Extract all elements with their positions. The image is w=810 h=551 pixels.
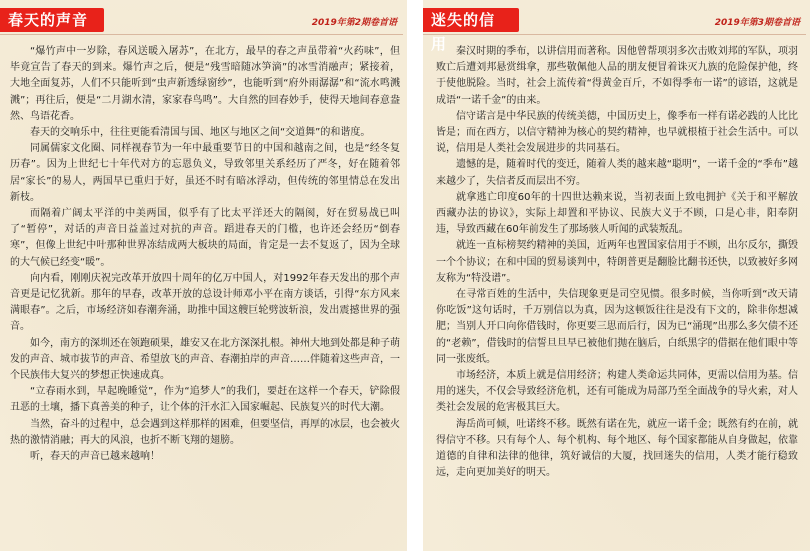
paragraph: “立春雨水到，早起晚睡觉”，作为“追梦人”的我们，要赶在这样一个春天，铲除假丑恶的土壤，播下真善美的种子，让个体的汗水汇入国家崛起、民族复兴的时代大潮。 xyxy=(10,386,400,414)
right-page xyxy=(423,0,810,551)
paragraph: 在寻常百姓的生活中，失信现象更是司空见惯。很多时候，当你听到“改天请你吃饭”这句话时，千万别信以为真，因为这顿饭往往是没有下文的，除非你想减肥；当别人开口向你借钱时，你更要三思而后行，因为已“涌现”出那么多欠债不还的“老赖”，借钱时的信誓旦旦早已被他们抛在脑后，白纸黑字的借据在他们眼中等同一张废纸。 xyxy=(436,289,798,365)
issue-label: 2019年第3期卷首语 xyxy=(714,18,800,28)
article-title: 迷失的信用 xyxy=(423,8,519,32)
paragraph: 同属儒家文化圈、同样视春节为一年中最重要节日的中国和越南之间，也是“经冬复历春”。因为上世纪七十年代对方的忘恩负义，导致邻里关系经历了严冬，好在随着邻居“家长”的易人，两国早已重归于好，虽还不时有暗冰浮动，但传统的邻里情总在发出新枝。 xyxy=(10,143,400,203)
paragraph: 就连一直标榜契约精神的美国，近两年也置国家信用于不顾，出尔反尔，撕毁一个个协议；在和中国的贸易谈判中，特朗普更是翻脸比翻书还快，以致被好多网友称为“特没谱”。 xyxy=(436,240,798,284)
paragraph: 市场经济，本质上就是信用经济；构建人类命运共同体，更需以信用为基。信用的迷失，不仅会导致经济危机，还有可能成为局部乃至全面战争的导火索，对人类社会发展的危害极其巨大。 xyxy=(436,370,798,414)
article-body xyxy=(10,44,400,465)
paragraph: “爆竹声中一岁除，春风送暖入屠苏”，在北方，最早的春之声虽带着“火药味”，但毕竟宣告了春天的到来。爆竹声之后，便是“残雪暗随冰笋滴”的冰雪消融声；紧接着，大地全面复苏，人们不只能听到“虫声新透绿窗纱”，也能听到“府外雨潺潺”和“流水鸣溅溅”；再往后，便是“二月湖水清，家家春鸟鸣”。大自然的回春妙手，使得天地间春意盎然、鸟语花香。 xyxy=(10,46,400,122)
paragraph: 而隔着广阔太平洋的中美两国，似乎有了比太平洋还大的隔阂，好在贸易战已叫了“暂停”，对话的声音日益盖过对抗的声音。蹈进春天的门槛，也许还会经历“倒春寒”，但像上世纪中叶那种世界冻结成两大板块的局面，肯定是一去不复返了，因为全球的大气候已经变“暖”。 xyxy=(10,208,400,268)
paragraph: 就拿逃亡印度60年的十四世达赖来说，当初表面上致电拥护《关于和平解放西藏办法的协议》，实际上却置和平协议、民族大义于不顾，口是心非，阳奉阴违，导致西藏在60年前发生了那场骇人听闻的武装叛乱。 xyxy=(436,191,798,236)
paragraph: 海岳尚可倾，吐诺终不移。既然有诺在先，就应一诺千金；既然有约在前，就得信守不移。只有每个人、每个机构、每个地区、每个国家都能从自身做起，依靠道德的自律和法律的他律，筑好诚信的大厦，找回迷失的信用，人类才能行稳致远，走向更加美好的明天。 xyxy=(436,418,798,479)
article-title: 春天的声音 xyxy=(0,8,104,32)
paragraph: 当然，奋斗的过程中，总会遇到这样那样的困难，但要坚信，再厚的冰层，也会被火热的激情消融；再大的风浪，也折不断飞翔的翅膀。 xyxy=(10,418,400,446)
paragraph: 秦汉时期的季布，以讲信用而著称。因他曾帮项羽多次击败刘邦的军队，项羽败亡后遭刘邦悬赏缉拿，那些敬佩他人品的朋友便冒着诛灭九族的危险保护他，终于使他脱险。当时，社会上流传着“得黄金百斤，不如得季布一诺”的谚语，这就是成语“一诺千金”的由来。 xyxy=(436,46,798,106)
paragraph: 遗憾的是，随着时代的变迁，随着人类的越来越“聪明”，一诺千金的“季布”越来越少了，失信者反而层出不穷。 xyxy=(436,159,798,187)
article-body xyxy=(436,44,798,481)
paragraph: 如今，南方的深圳还在领跑硕果，雄安又在北方深深扎根。神州大地到处都是种子萌发的声音、城市拔节的声音、希望放飞的声音、春潮拍岸的声音……伴随着这些声音，一个民族伟大复兴的梦想正快速成真。 xyxy=(10,337,400,382)
header-rule xyxy=(423,34,806,35)
paragraph: 听，春天的声音已越来越响！ xyxy=(30,451,160,463)
page-gutter xyxy=(407,0,423,551)
paragraph: 信守诺言是中华民族的传统美德，中国历史上，像季布一样有诺必践的人比比皆是；而在西方，以信守精神为核心的契约精神，也早就根植于社会生活中。可以说，信用是人类社会发展进步的共同基石。 xyxy=(436,110,798,155)
issue-label: 2019年第2期卷首语 xyxy=(311,18,397,28)
paragraph: 向内看，刚刚庆祝完改革开放四十周年的亿万中国人，对1992年春天发出的那个声音更是记忆犹新。那年的早春，改革开放的总设计师邓小平在南方谈话，引得“东方风来满眼春”。之后，市场经济如春潮奔涌，助推中国这艘巨轮劈波斩浪，发出震撼世界的强音。 xyxy=(10,272,400,333)
paragraph: 春天的交响乐中，往往更能看清国与国、地区与地区之间“交道舞”的和谐度。 xyxy=(30,127,371,139)
header-rule xyxy=(0,34,403,35)
